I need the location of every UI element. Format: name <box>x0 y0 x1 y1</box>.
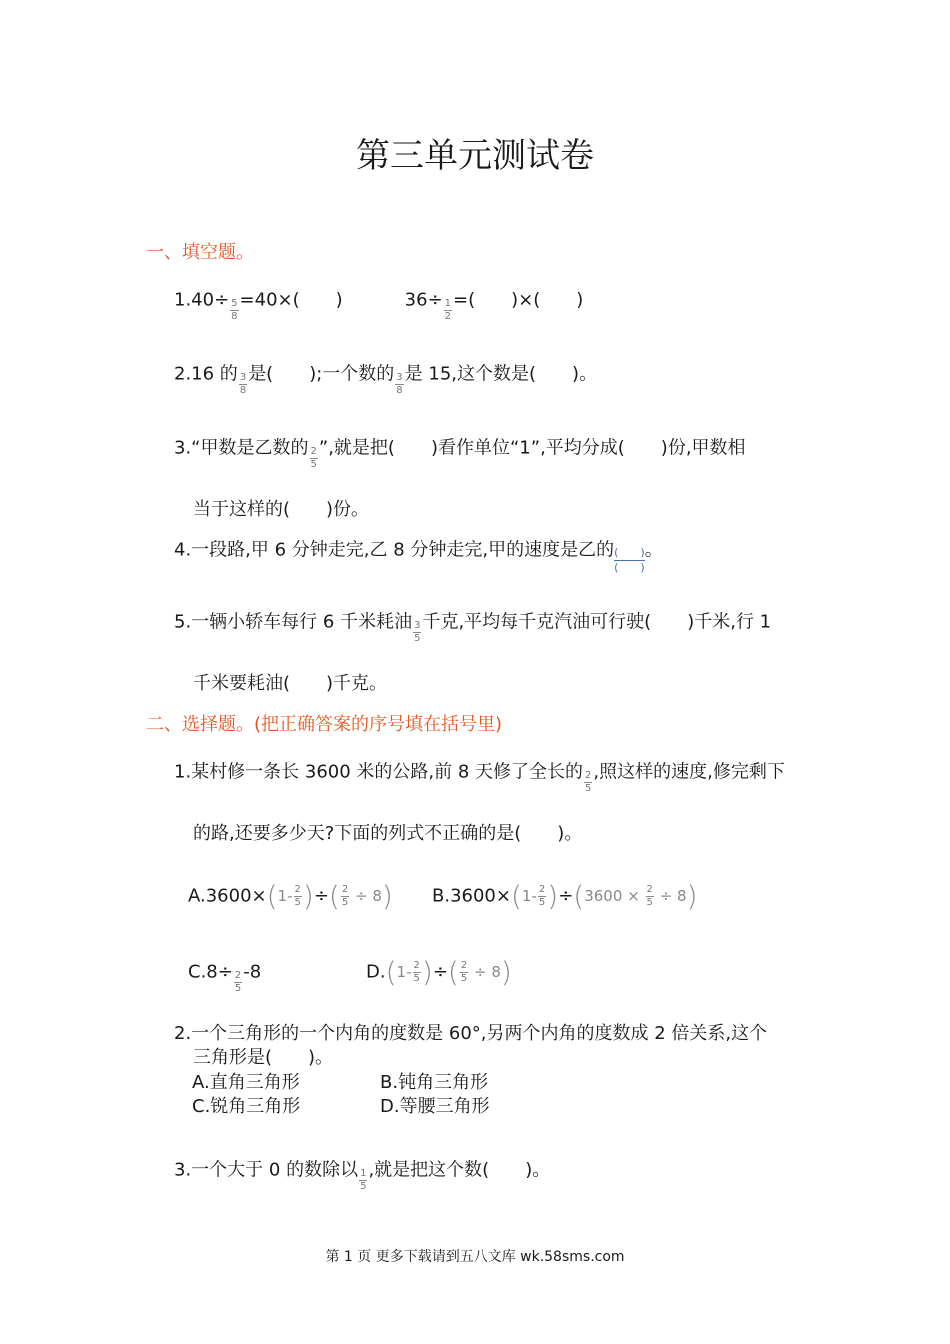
expression: (1- $\frac{2}{5}$ ) <box>385 955 433 989</box>
section-heading-multiple-choice: 二、选择题。(把正确答案的序号填在括号里) <box>146 714 503 735</box>
question-1: 1.40÷ $\frac{5}{8}$ =40×( ) 36÷ $\frac{1}{2}$ =( )×( ) <box>174 289 584 322</box>
question-4: 4.一段路,甲 6 分钟走完,乙 8 分钟走完,甲的速度是乙的 $\frac{( )}{( )}$。 <box>174 539 663 574</box>
choice-question-1: 1.某村修一条长 3600 米的公路,前 8 天修了全长的 $\frac{2}{5}$ ,照这样的速度,修完剩下 <box>174 761 785 794</box>
option-b: B.钝角三角形 <box>380 1072 489 1093</box>
option-d: D.(1- $\frac{2}{5}$ )÷( $\frac{2}{5}$ ÷ 8) <box>366 955 512 989</box>
expression: (1- $\frac{2}{5}$ ) <box>510 879 559 913</box>
fraction: $\frac{2}{5}$ <box>310 446 317 470</box>
question-3: 3.“甲数是乙数的 $\frac{2}{5}$ ”,就是把( )看作单位“1”,平均分成( )份,甲数相 <box>174 437 746 470</box>
section-heading-fill-blank: 一、填空题。 <box>146 242 254 263</box>
fraction: $\frac{3}{5}$ <box>414 620 421 644</box>
expression: ( $\frac{2}{5}$ ÷ 8) <box>447 955 512 989</box>
expression: (1- $\frac{2}{5}$ ) <box>266 879 314 913</box>
option-c: C.锐角三角形 <box>192 1096 301 1117</box>
question-2: 2.16 的 $\frac{3}{8}$ 是( );一个数的 $\frac{3}{8}$ 是 15,这个数是( )。 <box>174 363 598 396</box>
expression: (3600 × $\frac{2}{5}$ ÷ 8) <box>573 879 698 913</box>
question-3-line-2: 当于这样的( )份。 <box>193 499 370 520</box>
fraction: $\frac{1}{5}$ <box>360 1168 367 1192</box>
option-a: A.直角三角形 <box>192 1072 300 1093</box>
option-c: C.8÷ $\frac{2}{5}$ -8 <box>188 961 262 994</box>
choice-question-3: 3.一个大于 0 的数除以 $\frac{1}{5}$ ,就是把这个数( )。 <box>174 1159 551 1192</box>
option-a: A.3600×(1- $\frac{2}{5}$ )÷( $\frac{2}{5}$ ÷ 8) <box>188 879 393 913</box>
fraction: $\frac{3}{8}$ <box>396 372 403 396</box>
page-title: 第三单元测试卷 <box>356 136 594 176</box>
page-footer: 第 1 页 更多下载请到五八文库 wk.58sms.com <box>325 1249 625 1265</box>
fraction: $\frac{2}{5}$ <box>234 970 242 994</box>
question-5-line-2: 千米要耗油( )千克。 <box>193 673 388 694</box>
fraction: $\frac{1}{2}$ <box>444 298 452 322</box>
option-d: D.等腰三角形 <box>380 1096 490 1117</box>
option-b: B.3600×(1- $\frac{2}{5}$ )÷(3600 × $\frac{2}{5}$ ÷ 8) <box>432 879 698 913</box>
expression: ( $\frac{2}{5}$ ÷ 8) <box>328 879 393 913</box>
fraction: $\frac{2}{5}$ <box>585 770 592 794</box>
question-5: 5.一辆小轿车每行 6 千米耗油 $\frac{3}{5}$ 千克,平均每千克汽油可行驶( )千米,行 1 <box>174 611 772 644</box>
blank-fraction: $\frac{( )}{( )}$ <box>614 546 645 574</box>
choice-question-2-line-2: 三角形是( )。 <box>193 1047 334 1068</box>
choice-question-2: 2.一个三角形的一个内角的度数是 60°,另两个内角的度数成 2 倍关系,这个 <box>174 1023 768 1044</box>
choice-question-1-line-2: 的路,还要多少天?下面的列式不正确的是( )。 <box>193 823 583 844</box>
fraction: $\frac{5}{8}$ <box>231 298 238 322</box>
fraction: $\frac{3}{8}$ <box>239 372 247 396</box>
